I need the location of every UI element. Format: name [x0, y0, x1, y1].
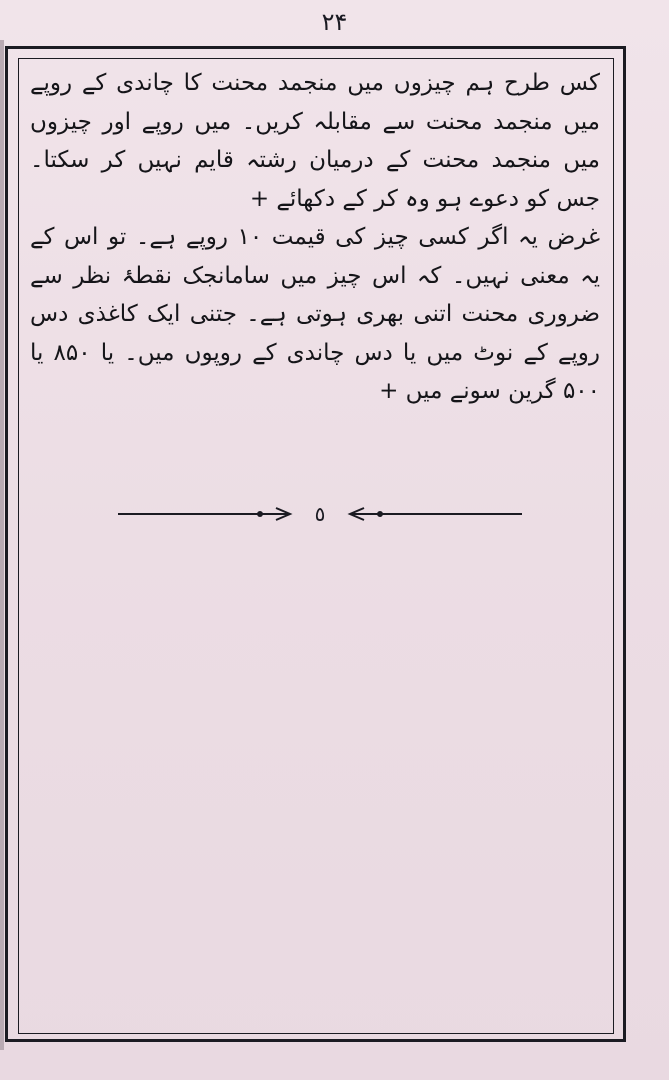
divider-center-symbol: ٥ [314, 502, 326, 526]
section-divider-ornament [110, 498, 530, 530]
page-number: ۲۴ [321, 8, 348, 36]
page-body-text [30, 64, 600, 411]
paragraph-1: کس طرح ہم چیزوں میں منجمد محنت کا چاندی کے روپے میں منجمد محنت سے مقابلہ کریں۔ میں روپے اور چیزوں میں منجمد محنت کے درمیان رشتہ قایم نہیں کر سکتا۔ جس کو دعوے ہو وہ کر کے دکھائے + [30, 70, 600, 212]
page-binding-edge [0, 40, 4, 1050]
paragraph-2: غرض یہ اگر کسی چیز کی قیمت ۱۰ روپے ہے۔ تو اس کے یہ معنی نہیں۔ کہ اس چیز میں سامانجک نقطۂ نظر سے ضروری محنت اتنی بھری ہوتی ہے۔ جتنی ایک کاغذی دس روپے کے نوٹ میں یا دس چاندی کے روپوں میں۔ یا ۸۵۰ یا ۵۰۰ گرین سونے میں + [30, 224, 600, 404]
divider-arrow-left-icon [250, 508, 290, 520]
